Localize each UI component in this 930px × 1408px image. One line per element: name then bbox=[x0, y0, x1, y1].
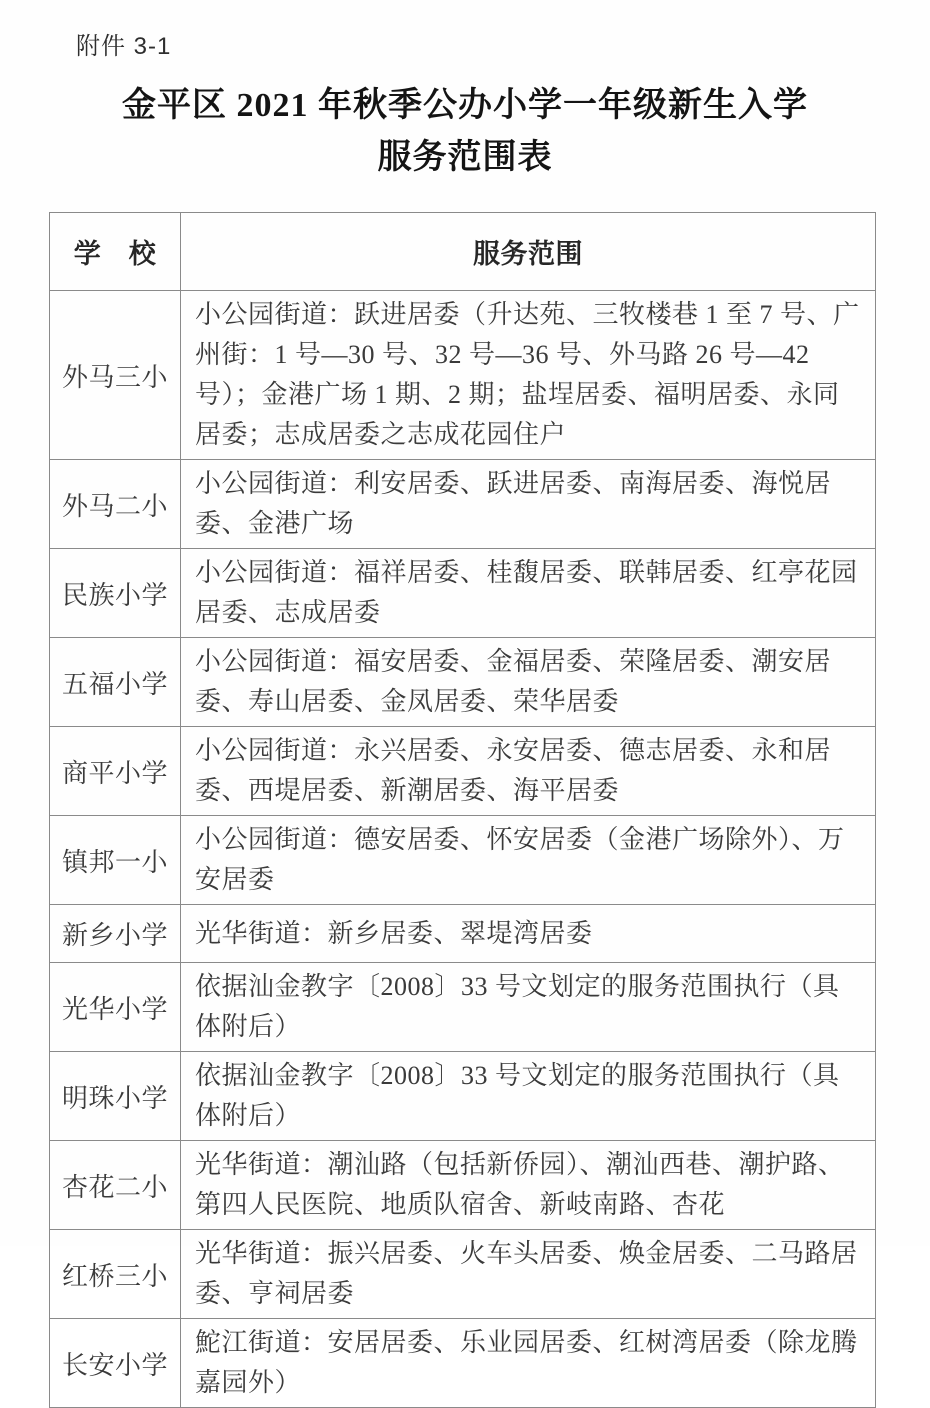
school-name-cell: 五福小学 bbox=[50, 638, 181, 727]
service-range-cell: 依据汕金教字〔2008〕33 号文划定的服务范围执行（具体附后） bbox=[181, 963, 876, 1052]
school-name-cell: 外马二小 bbox=[50, 460, 181, 549]
school-name-cell: 商平小学 bbox=[50, 727, 181, 816]
table-row bbox=[50, 816, 876, 905]
service-range-cell: 依据汕金教字〔2008〕33 号文划定的服务范围执行（具体附后） bbox=[181, 1052, 876, 1141]
service-range-cell: 小公园街道：永兴居委、永安居委、德志居委、永和居委、西堤居委、新潮居委、海平居委 bbox=[181, 727, 876, 816]
school-name-cell: 镇邦一小 bbox=[50, 816, 181, 905]
table-row bbox=[50, 963, 876, 1052]
service-range-cell: 小公园街道：德安居委、怀安居委（金港广场除外）、万安居委 bbox=[181, 816, 876, 905]
school-name-cell: 明珠小学 bbox=[50, 1052, 181, 1141]
service-range-table bbox=[49, 212, 876, 1408]
table-row bbox=[50, 1319, 876, 1408]
table-row bbox=[50, 291, 876, 460]
school-name-cell: 光华小学 bbox=[50, 963, 181, 1052]
attachment-label: 附件 3-1 bbox=[76, 33, 172, 60]
school-name-cell: 新乡小学 bbox=[50, 905, 181, 963]
service-range-cell: 小公园街道：跃进居委（升达苑、三牧楼巷 1 至 7 号、广州街：1 号—30 号、32 号—36 号、外马路 26 号—42 号）；金港广场 1 期、2 期；盐埕居委、福明居委、永同居委；志成居委之志成花园住户 bbox=[181, 291, 876, 460]
table-header-row bbox=[50, 213, 876, 291]
table-row bbox=[50, 905, 876, 963]
table-row bbox=[50, 1230, 876, 1319]
document-title bbox=[0, 80, 930, 184]
table-row bbox=[50, 549, 876, 638]
header-school-column: 学 校 bbox=[50, 213, 181, 291]
table-row bbox=[50, 727, 876, 816]
header-range-column: 服务范围 bbox=[181, 213, 876, 291]
table-row bbox=[50, 1141, 876, 1230]
table-row bbox=[50, 1052, 876, 1141]
table-row bbox=[50, 638, 876, 727]
service-range-cell: 小公园街道：福祥居委、桂馥居委、联韩居委、红亭花园居委、志成居委 bbox=[181, 549, 876, 638]
service-range-cell: 鮀江街道：安居居委、乐业园居委、红树湾居委（除龙腾嘉园外） bbox=[181, 1319, 876, 1408]
service-range-cell: 光华街道：振兴居委、火车头居委、焕金居委、二马路居委、亨祠居委 bbox=[181, 1230, 876, 1319]
service-range-cell: 小公园街道：利安居委、跃进居委、南海居委、海悦居委、金港广场 bbox=[181, 460, 876, 549]
service-range-cell: 光华街道：新乡居委、翠堤湾居委 bbox=[181, 905, 876, 963]
service-range-cell: 小公园街道：福安居委、金福居委、荣隆居委、潮安居委、寿山居委、金凤居委、荣华居委 bbox=[181, 638, 876, 727]
school-name-cell: 长安小学 bbox=[50, 1319, 181, 1408]
document-title-line2: 服务范围表 bbox=[377, 139, 553, 176]
table-row bbox=[50, 460, 876, 549]
school-name-cell: 民族小学 bbox=[50, 549, 181, 638]
school-name-cell: 杏花二小 bbox=[50, 1141, 181, 1230]
school-name-cell: 外马三小 bbox=[50, 291, 181, 460]
service-range-cell: 光华街道：潮汕路（包括新侨园）、潮汕西巷、潮护路、第四人民医院、地质队宿舍、新岐南路、杏花 bbox=[181, 1141, 876, 1230]
school-name-cell: 红桥三小 bbox=[50, 1230, 181, 1319]
document-title-line1: 金平区 2021 年秋季公办小学一年级新生入学 bbox=[122, 87, 808, 124]
